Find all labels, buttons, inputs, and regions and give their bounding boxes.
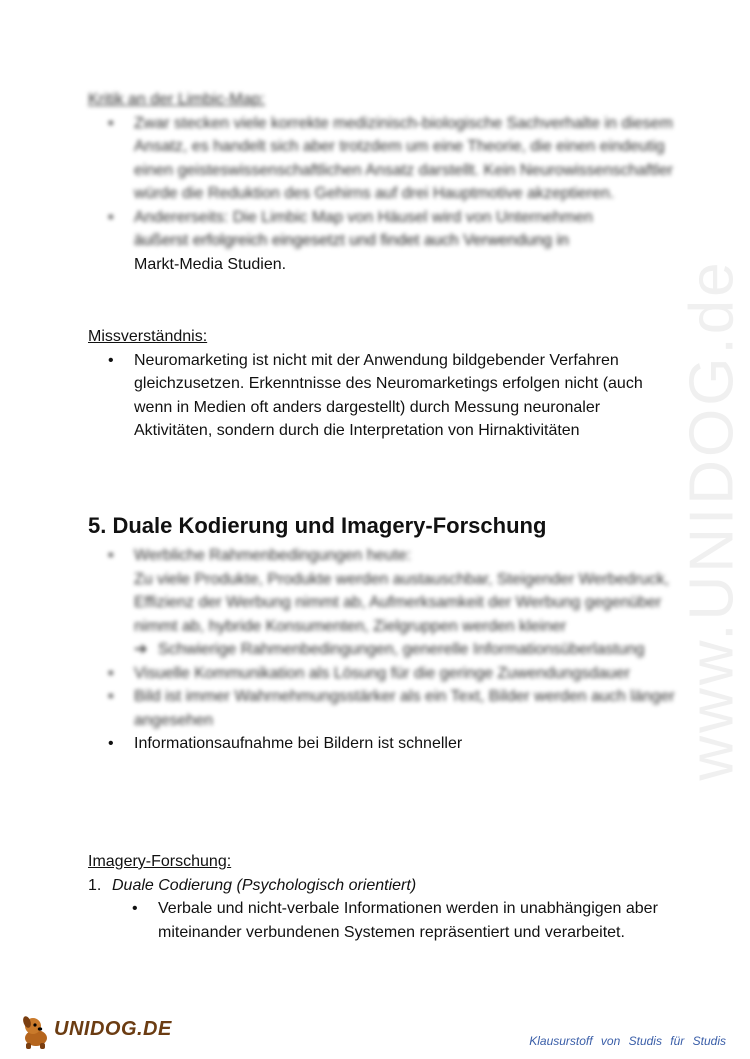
list-item: • Neuromarketing ist nicht mit der Anwendung bildgebender Verfahren gleichzusetzen. Erkenntnisse des Neuromarketings erfolgen nicht (auch wenn in Medien oft anders dargestellt) durch Messung neuronaler Aktivitäten, sondern durch die Interpretation von Hirnaktivitäten — [88, 349, 678, 443]
section-missverstaendnis — [88, 325, 678, 443]
arrow-item-text: Schwierige Rahmenbedingungen, generelle Informationsüberlastung — [158, 641, 645, 658]
unidog-logo — [20, 1012, 172, 1050]
section-heading: Missverständnis: — [88, 328, 208, 345]
section-kritik — [88, 88, 678, 276]
logo-text: UNIDOG.DE — [54, 1018, 172, 1040]
section-imagery — [88, 850, 678, 944]
bullet-list — [88, 349, 678, 443]
watermark-text: www.UNIDOG.de — [677, 259, 747, 781]
footer-tagline: Klausurstoff von Studis für Studis — [529, 1034, 726, 1048]
bullet-list — [88, 544, 678, 638]
list-item-continuation: Markt-Media Studien. — [134, 255, 287, 273]
bullet-list — [88, 732, 678, 756]
list-item: • Visuelle Kommunikation als Lösung für die geringe Zuwendungsdauer — [88, 662, 678, 686]
arrow-icon: ➔ — [134, 641, 148, 658]
chapter-heading: 5. Duale Kodierung und Imagery-Forschung — [88, 513, 547, 538]
list-item-label: • Werbliche Rahmenbedingungen heute: — [134, 547, 412, 564]
dog-icon — [20, 1012, 56, 1050]
item-number: 1. — [88, 876, 102, 894]
arrow-item — [88, 638, 678, 662]
section-heading: Imagery-Forschung: — [88, 853, 232, 870]
item-title: Duale Codierung (Psychologisch orientiert) — [112, 876, 417, 894]
list-item: • Verbale und nicht-verbale Informationen werden in unabhängigen aber miteinander verbundenen Systemen repräsentiert und verarbeitet. — [88, 897, 678, 944]
list-item: • Bild ist immer Wahrnehmungsstärker als ein Text, Bilder werden auch länger angesehen — [88, 685, 678, 732]
section-heading: Kritik an der Limbic-Map: — [88, 91, 265, 108]
section-5 — [88, 512, 678, 756]
list-item: • Informationsaufnahme bei Bildern ist schneller — [88, 732, 678, 756]
bullet-list — [88, 662, 678, 733]
list-item: • Andererseits: Die Limbic Map von Häusel wird von Unternehmen — [88, 206, 678, 230]
bullet-list — [88, 112, 678, 230]
list-item: • Zwar stecken viele korrekte medizinisch-biologische Sachverhalte in diesem Ansatz, es handelt sich aber trotzdem um eine Theorie, die einen eindeutig einen geisteswissenschaftlichen Ansatz darstellt. Kein Neurowissenschaftler würde die Reduktion des Gehirns auf drei Hauptmotive akzeptieren. — [88, 112, 678, 206]
list-item — [88, 544, 678, 638]
sub-bullet-list — [88, 897, 678, 944]
list-item-text: Zu viele Produkte, Produkte werden austauschbar, Steigender Werbedruck, Effizienz der Werbung nimmt ab, Aufmerksamkeit der Werbung gegenüber nimmt ab, hybride Konsumenten, Zielgruppen werden kleiner — [134, 570, 670, 635]
numbered-item — [88, 874, 678, 898]
list-item-continuation: äußerst erfolgreich eingesetzt und findet auch Verwendung in — [134, 232, 569, 249]
